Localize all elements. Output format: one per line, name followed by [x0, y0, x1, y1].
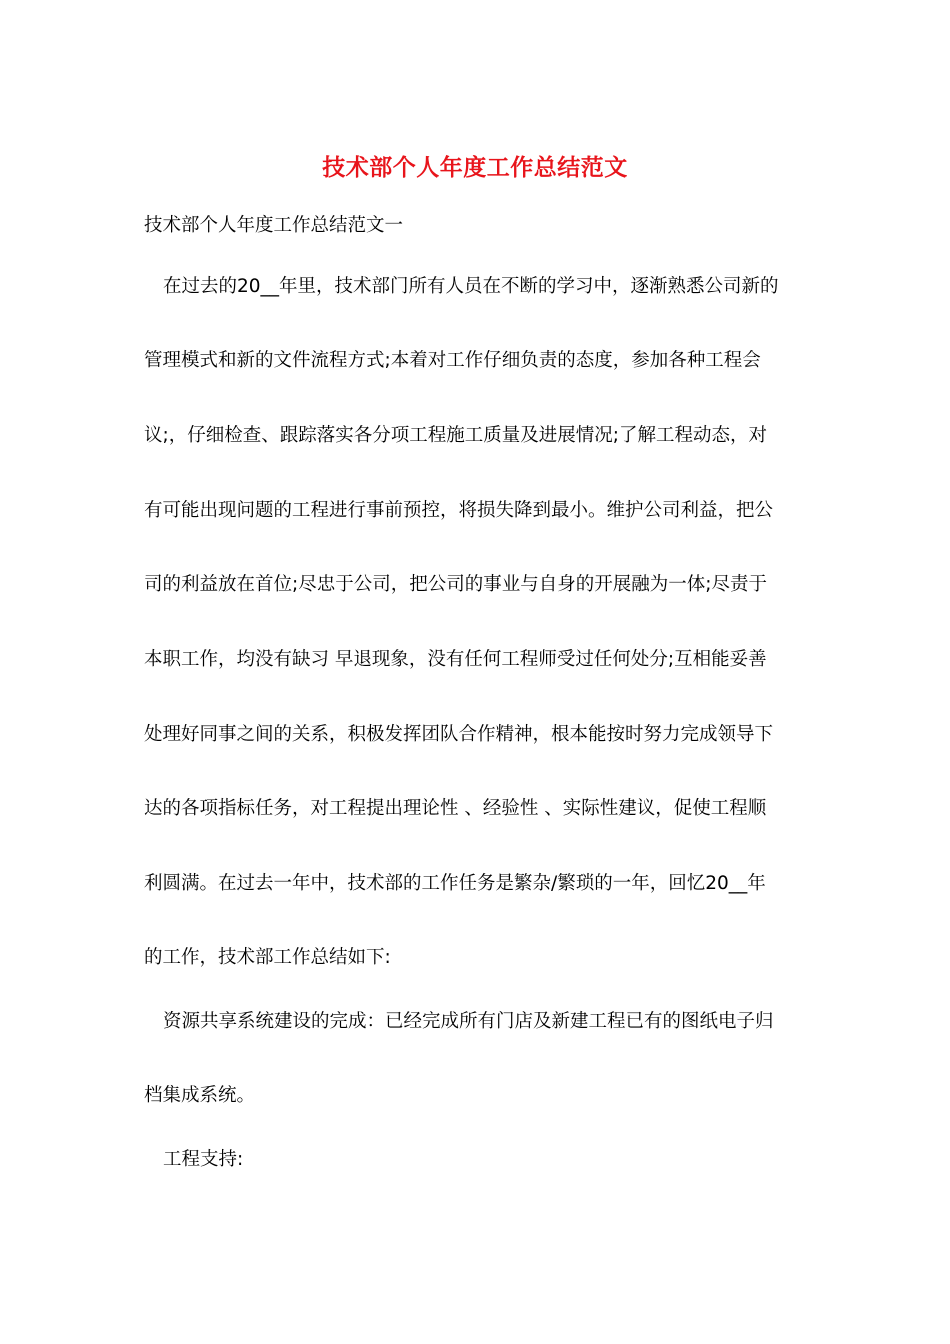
paragraph-line: 处理好同事之间的关系，积极发挥团队合作精神，根本能按时努力完成领导下 — [144, 724, 774, 745]
paragraph-line: 在过去的20__年里，技术部门所有人员在不断的学习中，逐渐熟悉公司新的 — [163, 276, 779, 297]
document-title: 技术部个人年度工作总结范文 — [322, 154, 628, 181]
paragraph-line: 资源共享系统建设的完成：已经完成所有门店及新建工程已有的图纸电子归 — [163, 1011, 774, 1032]
paragraph-line: 管理模式和新的文件流程方式;本着对工作仔细负责的态度，参加各种工程会 — [144, 350, 761, 371]
paragraph-line: 利圆满。在过去一年中，技术部的工作任务是繁杂/繁琐的一年，回忆20__年 — [144, 873, 766, 894]
paragraph-line: 的工作，技术部工作总结如下: — [144, 947, 391, 968]
paragraph-line: 工程支持: — [163, 1149, 244, 1170]
paragraph-line: 司的利益放在首位;尽忠于公司，把公司的事业与自身的开展融为一体;尽责于 — [144, 574, 767, 595]
paragraph-line: 档集成系统。 — [144, 1085, 256, 1106]
paragraph-line: 议;，仔细检查、跟踪落实各分项工程施工质量及进展情况;了解工程动态，对 — [144, 425, 767, 446]
paragraph-line: 本职工作，均没有缺习 早退现象，没有任何工程师受过任何处分;互相能妥善 — [144, 649, 767, 670]
paragraph-line: 达的各项指标任务，对工程提出理论性 、经验性 、实际性建议，促使工程顺 — [144, 798, 767, 819]
document-subtitle: 技术部个人年度工作总结范文一 — [144, 215, 404, 236]
paragraph-line: 有可能出现问题的工程进行事前预控，将损失降到最小。维护公司利益，把公 — [144, 500, 774, 521]
